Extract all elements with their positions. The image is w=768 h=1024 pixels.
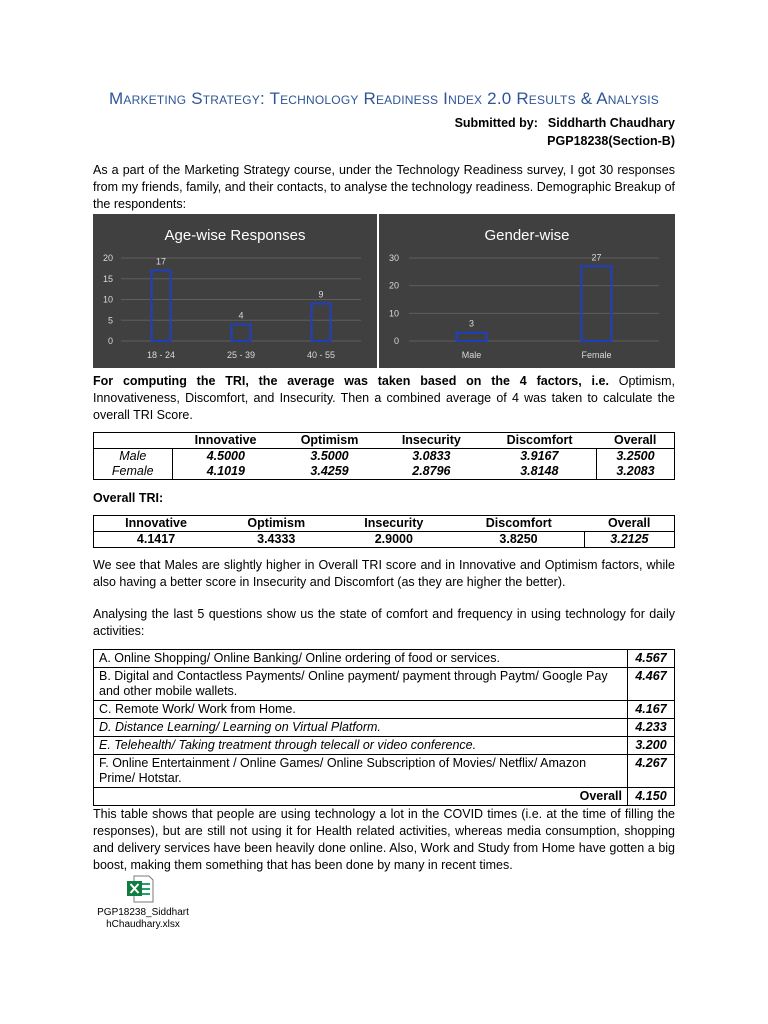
table-header-cell [94,433,173,449]
table-header-cell: Insecurity [401,433,461,447]
question-score: 4.267 [628,755,675,788]
table-header-cell: Innovative [125,516,187,530]
excel-icon[interactable] [125,874,155,904]
data-label: 9 [318,289,324,300]
table-row [94,650,675,668]
tri-paragraph-rest: Optimism, Innovativeness, Discomfort, and Insecurity. Then a combined average of 4 was taken to calculate the overall TRI Score. [93,374,675,422]
question-text: C. Remote Work/ Work from Home. [94,701,628,719]
bar [152,270,171,341]
submitted-by-block [455,114,675,150]
age-wise-chart [93,214,377,368]
table-cell: 4.5000 [172,449,279,465]
table-header-cell: Overall [613,433,657,447]
attachment-filename-line2: hChaudhary.xlsx [106,919,180,930]
table-row [94,719,675,737]
submitted-by-label: Submitted by: [454,116,538,130]
gender-table-header [94,433,675,449]
table-cell: 2.9000 [334,532,453,548]
question-text: F. Online Entertainment / Online Games/ Online Subscription of Movies/ Netflix/ Amazon Prime/ Hotstar. [94,755,628,788]
question-score: 4.467 [628,668,675,701]
y-tick-label: 10 [388,308,399,319]
x-tick-label: Female [581,350,612,360]
x-tick-label: Male [461,350,482,360]
question-score: 4.167 [628,701,675,719]
overall-label: Overall [94,788,628,806]
y-tick-label: 30 [388,253,399,263]
table-cell: 3.0833 [380,449,483,465]
overall-tri-table [93,515,675,548]
y-tick-label: 10 [102,294,113,305]
question-score: 3.200 [628,737,675,755]
overall-tri-heading: Overall TRI: [93,491,164,505]
intro-paragraph: As a part of the Marketing Strategy course, under the Technology Readiness survey, I got 30 responses from my friends, family, and their contacts, to analyse the technology readiness. Demographic Breakup of the respondents: [93,163,676,211]
last5-paragraph: Analysing the last 5 questions show us the state of comfort and frequency in using technology for daily activities: [93,607,675,638]
bar [582,266,612,341]
table-cell: 4.1417 [94,532,219,548]
table-cell: 4.1019 [172,464,279,480]
table-cell: 3.5000 [279,449,380,465]
data-label: 4 [238,310,244,321]
table-cell: 3.8250 [453,532,584,548]
table-header-cell: Innovative [194,433,257,447]
question-score: 4.233 [628,719,675,737]
data-label: 27 [591,252,602,263]
table-cell: 3.4333 [218,532,334,548]
questions-table [93,649,675,806]
question-text: B. Digital and Contactless Payments/ Online payment/ payment through Paytm/ Google Pay and other mobile wallets. [94,668,628,701]
data-label: 3 [468,318,475,329]
y-tick-label: 5 [107,315,113,326]
author-name: Siddharth Chaudhary [547,116,675,130]
gender-wise-chart [379,214,675,368]
row-label: Male [94,449,173,465]
question-text: D. Distance Learning/ Learning on Virtual Platform. [94,719,628,737]
table-row [94,668,675,701]
table-header-cell: Optimism [247,516,306,530]
overall-score: 4.150 [628,788,675,806]
x-tick-label: 18 - 24 [146,350,176,360]
table-cell: 3.2125 [584,532,674,548]
chart-title: Age-wise Responses [164,227,306,244]
attachment-filename [93,907,193,931]
tri-paragraph-bold: For computing the TRI, the average was taken based on the 4 factors, i.e. [93,374,609,388]
y-tick-label: 20 [102,253,113,263]
table-row [94,737,675,755]
table-row [94,701,675,719]
comparison-paragraph: We see that Males are slightly higher in Overall TRI score and in Innovative and Optimism factors, while also having a better score in Insecurity and Discomfort (as they are higher the better). [93,558,675,589]
gender-tri-table [93,432,675,480]
bar [457,333,487,341]
y-tick-label: 0 [393,336,399,346]
data-label: 17 [155,256,167,267]
demographic-charts [93,214,675,368]
attachment-filename-line1: PGP18238_Siddhart [97,907,189,918]
table-cell: 3.8148 [520,464,559,478]
table-cell: 3.4259 [310,464,349,478]
table-row [94,464,675,480]
table-header-cell: Discomfort [506,433,573,447]
question-text: E. Telehealth/ Taking treatment through telecall or video conference. [94,737,628,755]
gender-chart-panel [379,214,675,368]
overall-row [94,788,675,806]
question-text: A. Online Shopping/ Online Banking/ Online ordering of food or services. [94,650,628,668]
bar [232,324,251,341]
conclusion-paragraph: This table shows that people are using technology a lot in the COVID times (i.e. at the time of filling the responses), but are still not using it for Health related activities, whereas media consumption, shopping and delivery services have been heavily done online. Also, Work and Study from Home have gotten a big boost, making them something that has been done by many in recent times. [93,807,675,872]
table-cell: 3.2083 [596,464,674,480]
table-header-cell: Insecurity [364,516,424,530]
chart-title: Gender-wise [484,227,570,244]
y-tick-label: 20 [388,280,399,291]
bar [312,304,331,341]
y-tick-label: 15 [102,273,113,284]
overall-table-header [94,516,675,532]
y-tick-label: 0 [107,336,113,346]
table-row [94,755,675,788]
age-chart-panel [93,214,377,368]
tri-paragraph [93,373,675,424]
document-title: Marketing Strategy: Technology Readiness Index 2.0 Results & Analysis [109,89,659,108]
x-tick-label: 25 - 39 [226,350,256,360]
table-header-cell: Discomfort [485,516,552,530]
table-row [94,532,675,548]
author-id: PGP18238(Section-B) [547,134,675,148]
x-tick-label: 40 - 55 [306,350,336,360]
table-cell: 3.2500 [596,449,674,465]
table-header-cell: Overall [607,516,651,530]
table-cell: 3.9167 [483,449,597,465]
table-header-cell: Optimism [300,433,359,447]
row-label: Female [111,464,154,478]
table-row [94,449,675,465]
table-cell: 2.8796 [412,464,451,478]
question-score: 4.567 [628,650,675,668]
